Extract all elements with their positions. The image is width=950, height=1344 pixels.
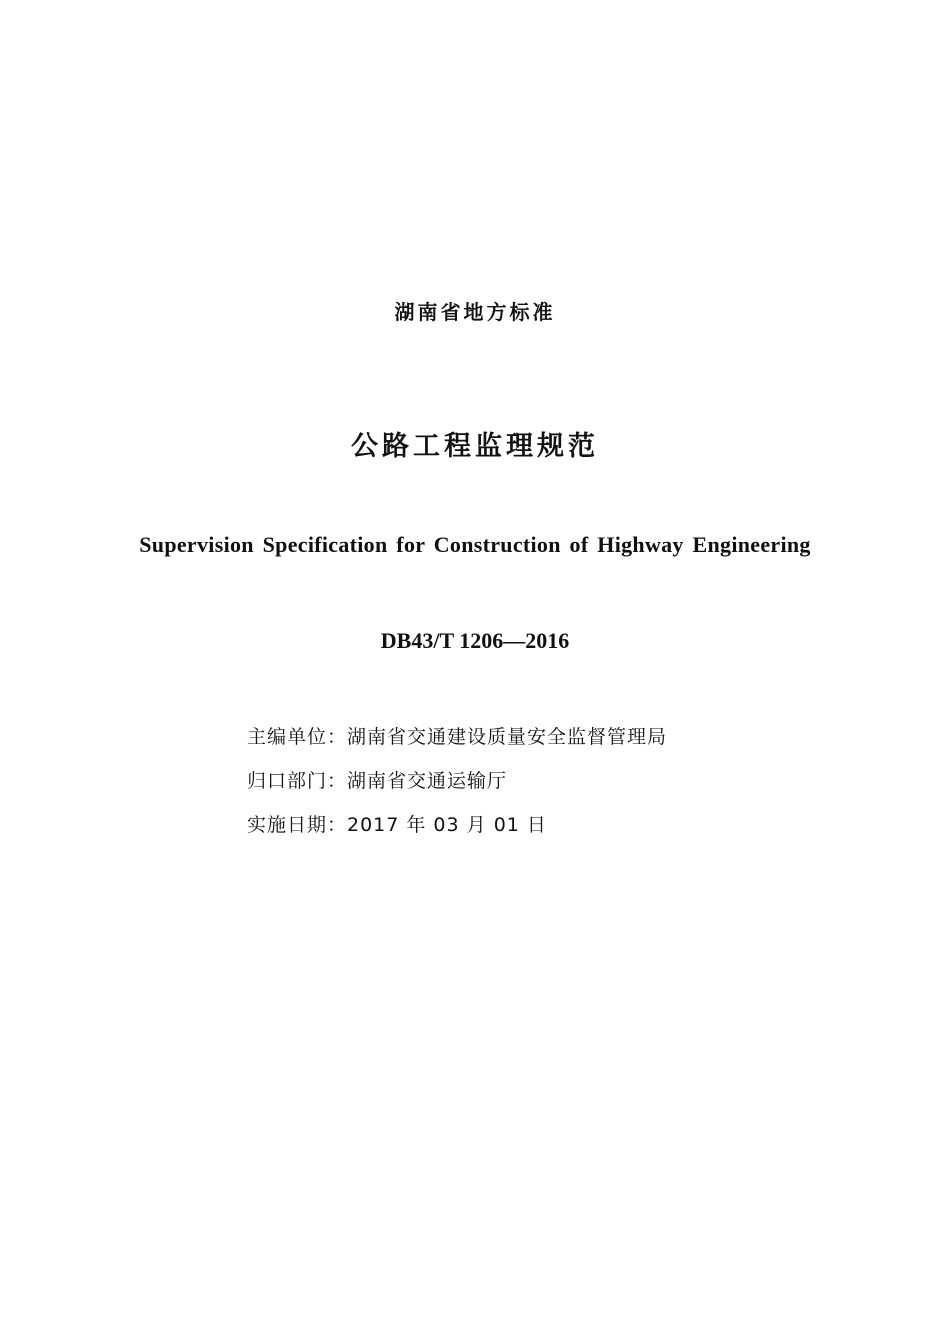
title-chinese: 公路工程监理规范	[351, 431, 599, 462]
editor-unit: 主编单位：湖南省交通建设质量安全监督管理局	[247, 726, 668, 748]
title-english: Supervision Specification for Construction of Highway Engineering	[139, 532, 811, 557]
standard-code: DB43/T 1206—2016	[380, 628, 570, 653]
responsible-department: 归口部门：湖南省交通运输厅	[247, 770, 508, 792]
info-block	[247, 722, 667, 854]
effective-date: 实施日期：2017 年 03 月 01 日	[247, 814, 547, 836]
standard-category: 湖南省地方标准	[394, 300, 556, 324]
